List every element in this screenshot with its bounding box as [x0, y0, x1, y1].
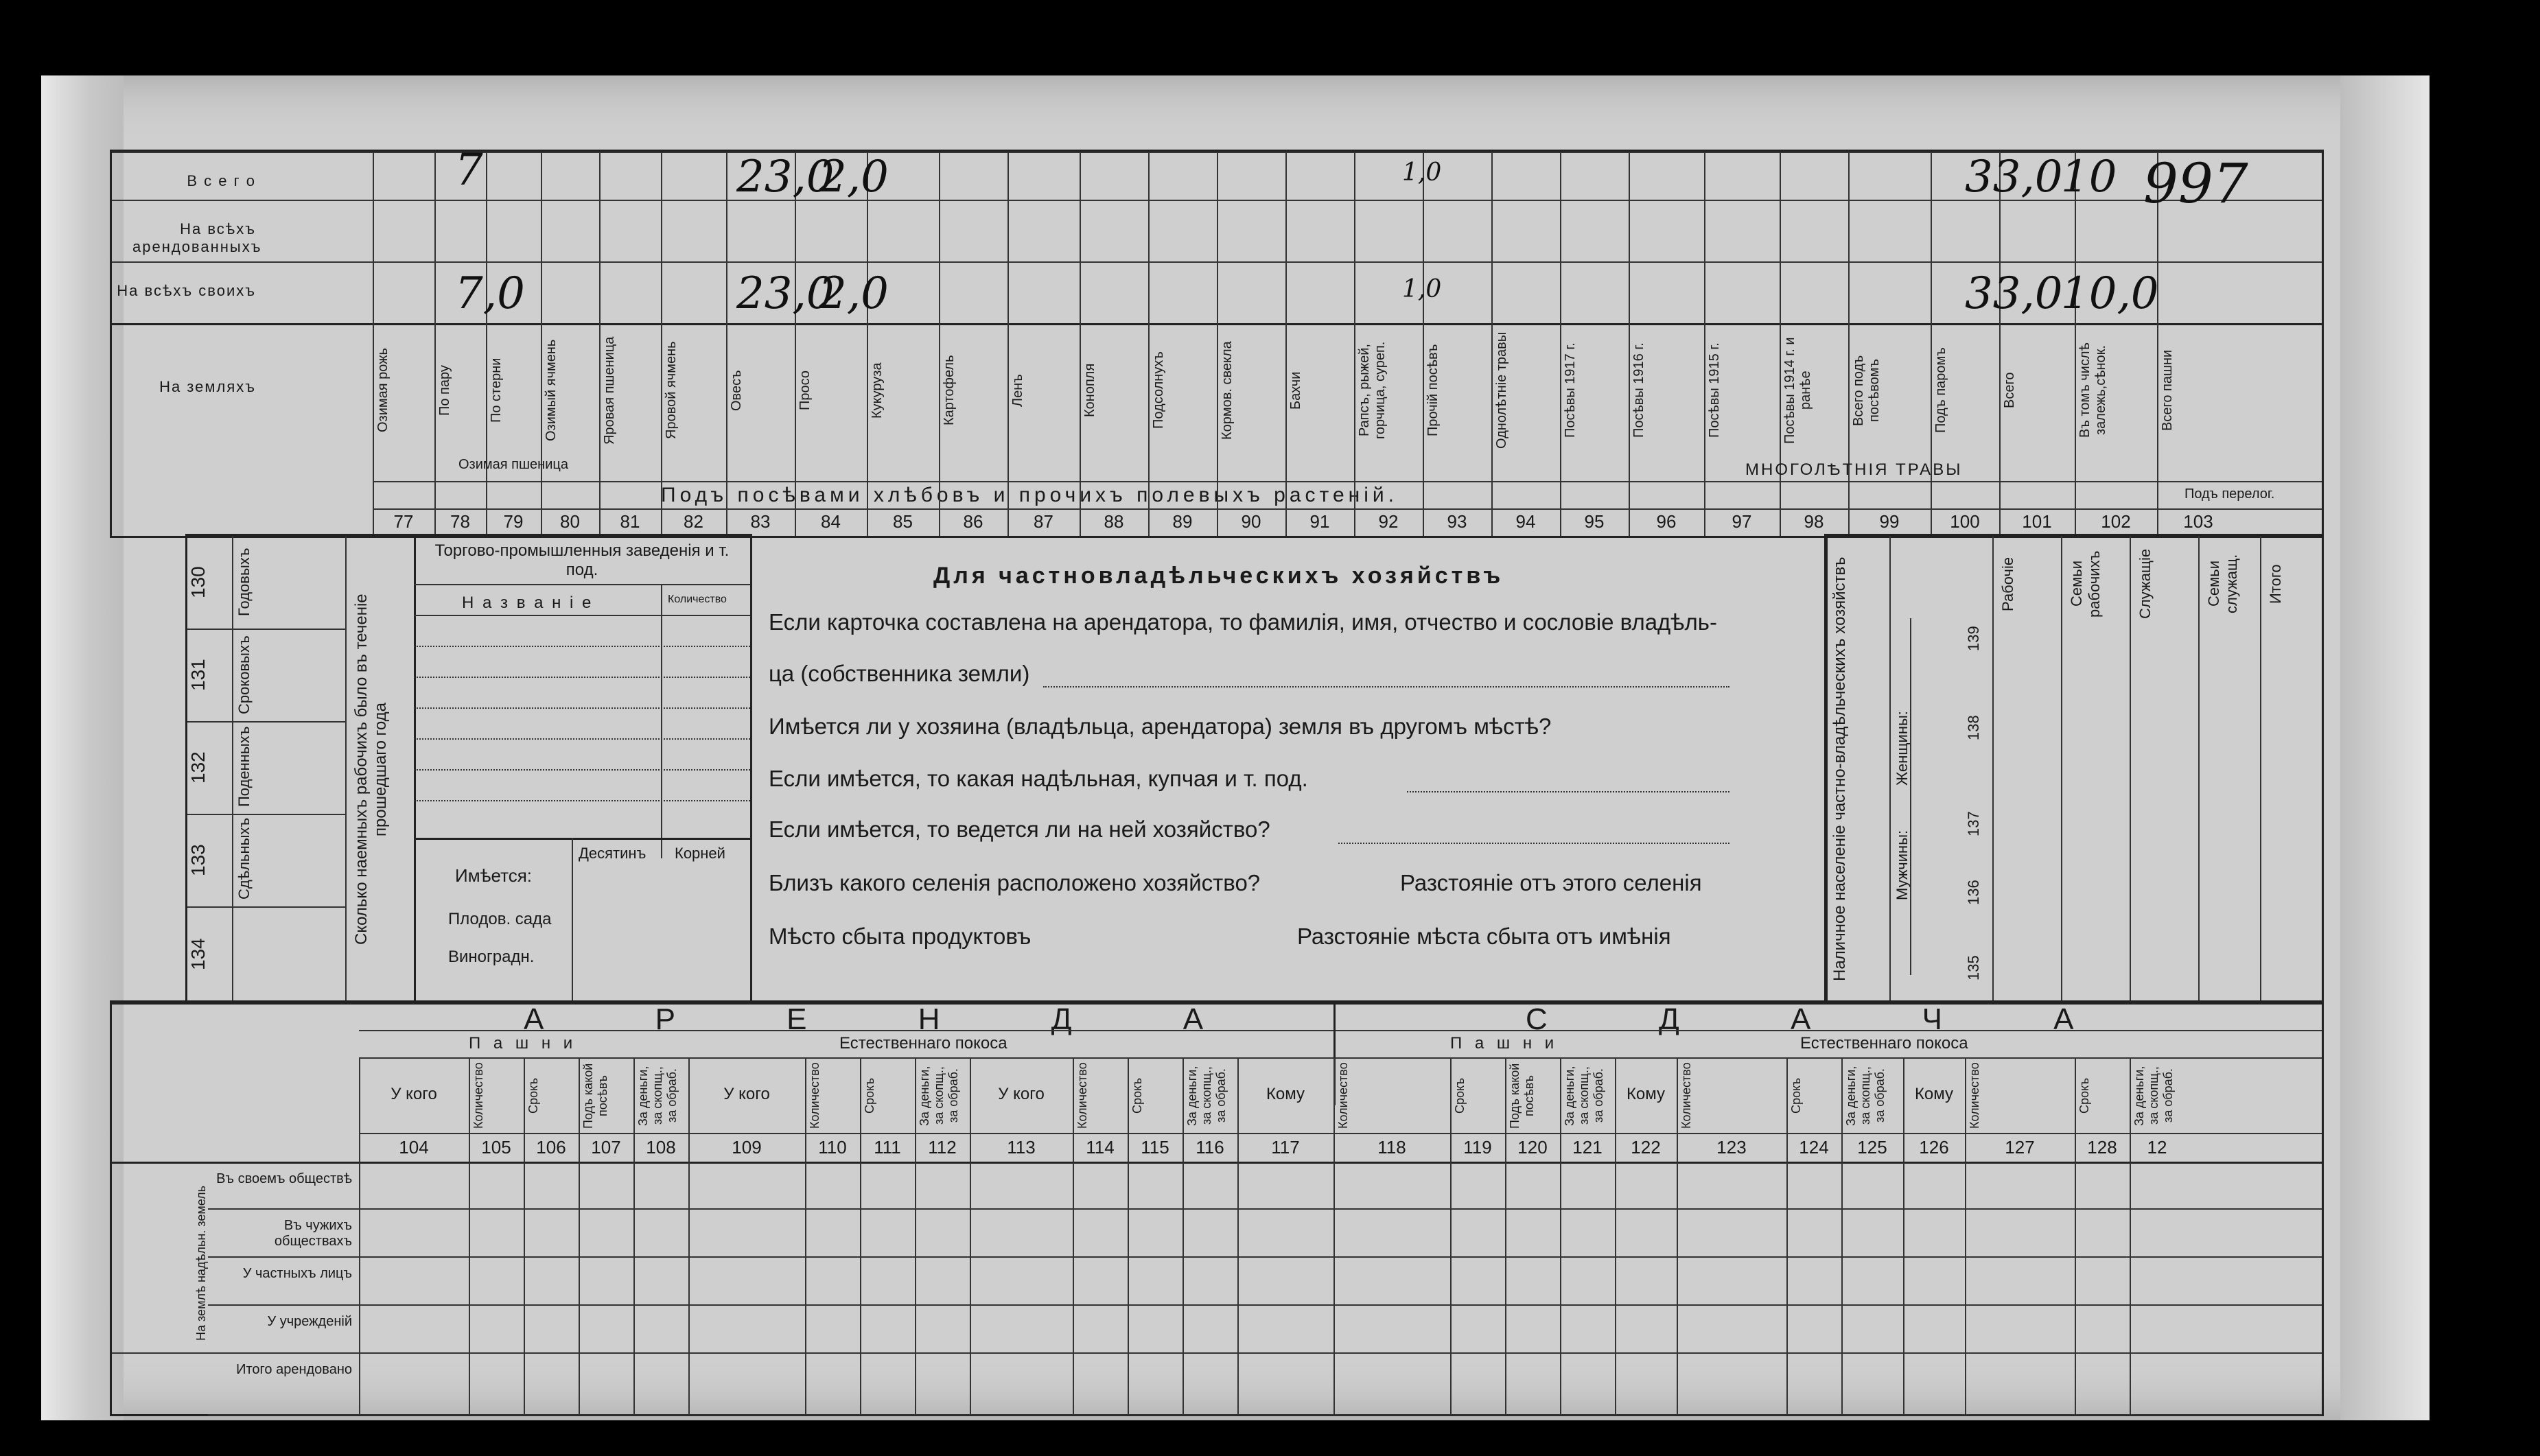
- population-women: Женщины:: [1894, 711, 1911, 786]
- col-number: 79: [503, 511, 524, 532]
- col-number: 77: [393, 511, 414, 532]
- arenda-col-header: Срокъ: [526, 1077, 540, 1114]
- trade-title: Торгово-промышленныя заведенія и т. под.: [434, 541, 730, 579]
- arenda-table: [110, 1000, 2324, 1416]
- crop-header: Прочій посѣвъ: [1425, 344, 1441, 437]
- arenda-side-label: На землѣ надѣльн. земель: [194, 1185, 208, 1341]
- col-number: 90: [1241, 511, 1261, 532]
- arenda-col-number: 116: [1196, 1137, 1224, 1158]
- col-number: 98: [1804, 511, 1824, 532]
- crop-header: Рапсъ, рыжей, горчица, суреп.: [1357, 341, 1388, 440]
- korney-header: Корней: [675, 845, 725, 862]
- crop-header: Яровая пшеница: [602, 336, 617, 445]
- population-col-number: 135: [1965, 955, 1982, 981]
- worker-row-type: Сроковыхъ: [235, 635, 253, 714]
- hw-all-vsego-posev: 33,0: [1965, 152, 2063, 202]
- arenda-col-number: 124: [1799, 1137, 1829, 1158]
- population-col-number: 137: [1965, 811, 1982, 837]
- worker-row-number: 133: [187, 844, 209, 876]
- arenda-col-header: Количество: [1679, 1062, 1693, 1129]
- population-right-header: Рабочіе: [1999, 556, 2016, 611]
- population-right-header: Семьи служащ.: [2205, 554, 2240, 614]
- arenda-col-header: Количество: [471, 1062, 485, 1129]
- arenda-col-number: 113: [1007, 1137, 1036, 1158]
- crop-header: Всего пашни: [2160, 349, 2175, 432]
- private-q6: Мѣсто сбыта продуктовъ: [769, 924, 1032, 949]
- col-number: 92: [1378, 511, 1399, 532]
- pod-perelog-label: Подъ перелог.: [2184, 486, 2275, 502]
- crop-header: Кормов. свекла: [1220, 341, 1235, 440]
- sdacha-pokos: Естественнаго покоса: [1800, 1034, 1968, 1053]
- col-number: 103: [2183, 511, 2213, 532]
- col-number: 85: [893, 511, 913, 532]
- arenda-col-number: 121: [1572, 1137, 1603, 1158]
- col-number: 84: [821, 511, 841, 532]
- private-block: [748, 534, 1826, 1000]
- arenda-col-number: 111: [874, 1137, 901, 1158]
- worker-row-type: Сдѣльныхъ: [235, 817, 253, 900]
- crop-header: Посѣвы 1915 г.: [1707, 342, 1722, 438]
- population-block: [1826, 534, 2324, 1005]
- col-number: 93: [1447, 511, 1467, 532]
- arenda-col-number: 122: [1631, 1137, 1661, 1158]
- col-number: 102: [2101, 511, 2131, 532]
- census-card: [41, 75, 2430, 1420]
- hired-workers-label: Сколько наемныхъ рабочихъ было въ теченіе прошедшаго года: [352, 594, 390, 945]
- arenda-col-number: 125: [1857, 1137, 1887, 1158]
- private-q5: Близъ какого селенія расположено хозяйство?: [769, 870, 1261, 895]
- arenda-col-header: Количество: [1968, 1062, 1981, 1129]
- arenda-col-number: 119: [1463, 1137, 1492, 1158]
- arenda-row-label: У учрежденій: [267, 1314, 352, 1329]
- col-number: 94: [1515, 511, 1536, 532]
- arenda-pashni: П а ш н и: [469, 1034, 577, 1053]
- col-number: 97: [1732, 511, 1752, 532]
- population-col-number: 136: [1965, 880, 1982, 906]
- arenda-col-header: У кого: [391, 1085, 437, 1103]
- hw-all-oves: 2,0: [819, 152, 889, 202]
- arenda-col-header: Кому: [1626, 1085, 1666, 1103]
- garden-label: Плодов. сада: [448, 910, 552, 928]
- arenda-col-header: Срокъ: [2077, 1077, 2091, 1114]
- arenda-col-number: 127: [2005, 1137, 2035, 1158]
- col-number: 87: [1034, 511, 1053, 532]
- worker-row-number: 134: [187, 938, 209, 971]
- col-number: 83: [750, 511, 771, 532]
- arenda-col-number: 12: [2147, 1137, 2167, 1158]
- crop-header: Бахчи: [1288, 371, 1303, 410]
- crop-header: Посѣвы 1917 г.: [1563, 342, 1578, 438]
- private-q5b: Разстояніе отъ этого селенія: [1400, 870, 1702, 895]
- arenda-col-number: 118: [1377, 1137, 1406, 1158]
- arenda-col-header: Срокъ: [1130, 1077, 1144, 1114]
- crop-header: Посѣвы 1914 г. и ранѣе: [1782, 337, 1813, 444]
- crop-header: Овесъ: [729, 370, 744, 411]
- private-q4: Если имѣется, то ведется ли на ней хозяйство?: [769, 817, 1270, 842]
- hw-own-ozimaya: 7,0: [455, 268, 525, 319]
- population-right-header: Итого: [2267, 564, 2284, 604]
- crop-table: [110, 145, 2324, 538]
- arenda-col-header: За деньги, за скопщ., за обраб.: [918, 1066, 960, 1126]
- hw-own-yar-yachmen: 23,0: [736, 268, 835, 319]
- hw-own-vsego-posev: 33,0: [1965, 268, 2063, 319]
- crop-header: Посѣвы 1916 г.: [1631, 342, 1646, 438]
- arenda-col-number: 120: [1517, 1137, 1548, 1158]
- arenda-col-number: 108: [646, 1137, 676, 1158]
- population-right-header: Семьи рабочихъ: [2068, 550, 2103, 618]
- arenda-col-header: За деньги, за скопщ., за обраб.: [2132, 1066, 2175, 1126]
- population-right-header: Служащіе: [2136, 548, 2154, 620]
- arenda-col-header: Кому: [1914, 1085, 1954, 1103]
- col-number: 89: [1172, 511, 1193, 532]
- crop-header: Просо: [797, 371, 813, 410]
- arenda-title: А Р Е Н Д А: [524, 1002, 1217, 1036]
- crop-header: Подсолнухъ: [1151, 351, 1166, 430]
- arenda-col-number: 109: [732, 1137, 762, 1158]
- arenda-col-header: Подъ какой посѣвъ: [1508, 1063, 1536, 1129]
- population-title: Наличное населеніе частно-владѣльческихъ хозяйствъ: [1830, 556, 1849, 982]
- ozimaya-pshenitsa-label: Озимая пшеница: [458, 457, 568, 472]
- crop-header: Озимый ячмень: [544, 339, 559, 442]
- trade-qty-header: Количество: [668, 594, 727, 605]
- hw-all-ozimaya: 7: [455, 145, 483, 196]
- crop-header: Конопля: [1082, 363, 1097, 418]
- hw-own-oves: 2,0: [819, 268, 889, 319]
- worker-row-number: 131: [187, 659, 209, 691]
- col-number: 100: [1950, 511, 1980, 532]
- arenda-col-number: 105: [481, 1137, 511, 1158]
- col-number: 82: [684, 511, 703, 532]
- crop-header: Яровой ячмень: [664, 341, 679, 440]
- hired-workers-block: [185, 534, 752, 1005]
- col-number: 99: [1879, 511, 1900, 532]
- population-col-number: 139: [1965, 626, 1982, 652]
- posevy-banner: Подъ посѣвами хлѣбовъ и прочихъ полевыхъ растеній.: [661, 484, 1398, 506]
- private-q1: Если карточка составлена на арендатора, то фамилія, имя, отчество и сословіе владѣль-: [769, 609, 1717, 635]
- private-q2: Имѣется ли у хозяина (владѣльца, арендатора) земля въ другомъ мѣстѣ?: [769, 714, 1552, 739]
- desyatin-header: Десятинъ: [579, 845, 646, 862]
- worker-row-number: 132: [187, 751, 209, 784]
- crop-header: Ленъ: [1010, 374, 1025, 407]
- hw-all-par: 10: [2061, 152, 2117, 202]
- arenda-row-label: Въ чужихъ обществахъ: [274, 1218, 352, 1249]
- private-q3: Если имѣется, то какая надѣльная, купчая и т. под.: [769, 766, 1308, 791]
- crop-header: По стерни: [489, 357, 504, 423]
- sdacha-pashni: П а ш н и: [1450, 1034, 1559, 1053]
- hw-own-bakhchi: 1,0: [1402, 275, 1442, 303]
- col-number: 78: [450, 511, 470, 532]
- hw-own-par: 10,0: [2061, 268, 2159, 319]
- col-number: 96: [1656, 511, 1677, 532]
- arenda-col-header: Количество: [1075, 1062, 1089, 1129]
- crop-header: По пару: [437, 365, 452, 416]
- row-label-own: На всѣхъ своихъ: [117, 282, 256, 299]
- crop-header: Картофель: [942, 355, 957, 426]
- row-label-all: В с е г о: [187, 172, 256, 189]
- col-number: 91: [1309, 511, 1330, 532]
- arenda-col-header: Количество: [808, 1062, 822, 1129]
- sdacha-title: С Д А Ч А: [1526, 1002, 2088, 1036]
- arenda-col-header: У кого: [723, 1085, 770, 1103]
- crop-header: Всего подъ посѣвомъ: [1851, 355, 1882, 426]
- crop-header: Подъ паромъ: [1933, 347, 1948, 434]
- arenda-col-number: 123: [1716, 1137, 1747, 1158]
- arenda-col-number: 115: [1141, 1137, 1169, 1158]
- worker-row-number: 130: [187, 566, 209, 598]
- col-number: 95: [1584, 511, 1605, 532]
- worker-row-type: Поденныхъ: [235, 726, 253, 807]
- crop-header: Однолѣтніе травы: [1494, 331, 1509, 449]
- vineyard-label: Виноградн.: [448, 948, 535, 966]
- private-title: Для частновладѣльческихъ хозяйствъ: [933, 563, 1504, 589]
- arenda-col-number: 107: [591, 1137, 621, 1158]
- hw-all-vsego: 997: [2143, 152, 2248, 215]
- arenda-col-number: 126: [1919, 1137, 1949, 1158]
- arenda-col-header: Кому: [1266, 1085, 1305, 1103]
- has-label: Имѣется:: [455, 865, 533, 886]
- arenda-col-header: У кого: [998, 1085, 1045, 1103]
- crop-header: Кукуруза: [870, 362, 885, 419]
- arenda-col-number: 117: [1271, 1137, 1300, 1158]
- col-number: 80: [560, 511, 580, 532]
- arenda-col-number: 110: [818, 1137, 847, 1158]
- arenda-col-number: 104: [399, 1137, 429, 1158]
- col-number: 88: [1104, 511, 1124, 532]
- col-number: 81: [620, 511, 640, 532]
- arenda-col-header: За деньги, за скопщ., за обраб.: [1844, 1066, 1887, 1126]
- arenda-col-header: Срокъ: [1789, 1077, 1803, 1114]
- crop-header: Озимая рожь: [375, 348, 391, 433]
- right-fold-shadow: [2340, 75, 2430, 1420]
- arenda-row-label: Въ своемъ обществѣ: [216, 1171, 352, 1186]
- arenda-col-number: 114: [1086, 1137, 1115, 1158]
- mnogoletnie-label: МНОГОЛѢТНІЯ ТРАВЫ: [1745, 460, 1963, 479]
- population-col-number: 138: [1965, 715, 1982, 741]
- arenda-col-number: 112: [928, 1137, 957, 1158]
- arenda-pokos: Естественнаго покоса: [839, 1034, 1007, 1053]
- private-q6b: Разстояніе мѣста сбыта отъ имѣнія: [1297, 924, 1671, 949]
- arenda-col-header: Подъ какой посѣвъ: [581, 1063, 609, 1129]
- arenda-col-header: За деньги, за скопщ., за обраб.: [1563, 1066, 1605, 1126]
- arenda-row-label: У частныхъ лицъ: [242, 1266, 352, 1281]
- hw-all-yar-yachmen: 23,0: [736, 152, 835, 202]
- col-number: 86: [963, 511, 983, 532]
- arenda-col-header: Количество: [1336, 1062, 1350, 1129]
- crop-header: Всего: [2002, 372, 2017, 409]
- arenda-col-header: За деньги, за скопщ., за обраб.: [1185, 1066, 1228, 1126]
- arenda-col-number: 128: [2087, 1137, 2117, 1158]
- population-men: Мужчины:: [1894, 830, 1911, 901]
- hw-all-bakhchi: 1,0: [1402, 158, 1442, 187]
- worker-row-type: Годовыхъ: [235, 548, 253, 617]
- col-number: 101: [2022, 511, 2052, 532]
- arenda-row-label: Итого арендовано: [236, 1362, 352, 1377]
- private-q1b: ца (собственника земли): [769, 661, 1030, 686]
- arenda-col-header: Срокъ: [863, 1077, 876, 1114]
- arenda-col-header: За деньги, за скопщ., за обраб.: [636, 1066, 679, 1126]
- arenda-col-number: 106: [536, 1137, 566, 1158]
- row-label-lands: На земляхъ: [159, 378, 256, 395]
- arenda-col-header: Срокъ: [1453, 1077, 1467, 1114]
- trade-name-header: Н а з в а н і е: [462, 594, 594, 612]
- row-label-rented: На всѣхъ арендованныхъ: [132, 220, 262, 255]
- crop-header: Въ томъ числѣ залежь,сѣнок.: [2077, 342, 2108, 438]
